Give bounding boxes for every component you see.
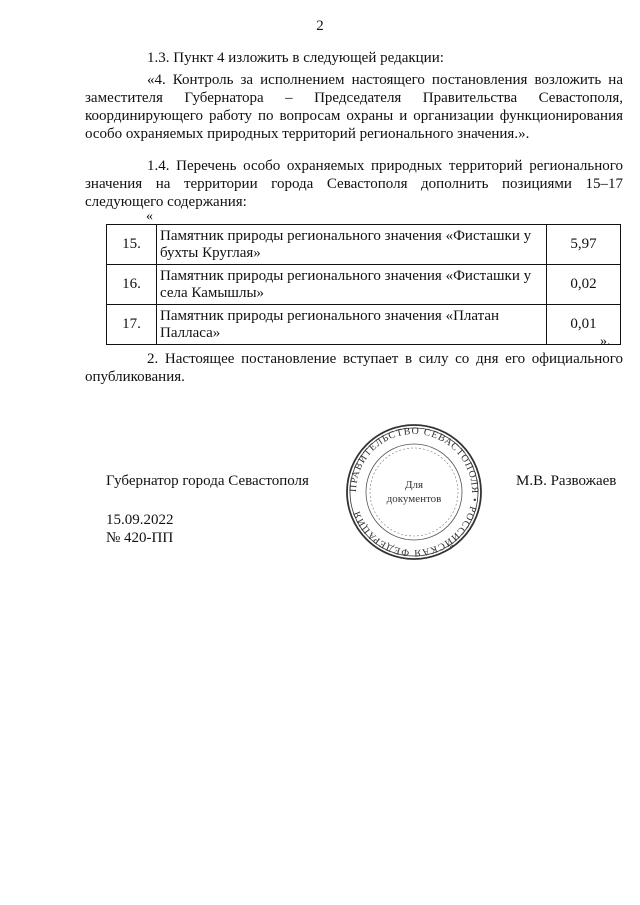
table-row	[107, 265, 621, 305]
document-date: 15.09.2022	[106, 512, 174, 528]
signature-name: М.В. Развожаев	[516, 473, 617, 489]
positions-table	[106, 224, 621, 345]
page-number: 2	[316, 18, 324, 34]
paragraph-1-3: 1.3. Пункт 4 изложить в следующей редакции:	[147, 50, 444, 66]
seal-center-line-2: документов	[386, 493, 442, 505]
paragraph-1-4: 1.4. Перечень особо охраняемых природных территорий регионального значения на территории города Севастополя дополнить позициями 15–17 следующего содержания:	[85, 158, 623, 210]
position-area-value: 5,97	[547, 225, 621, 265]
table-quote-open: «	[146, 209, 153, 224]
seal-outer-text: ПРАВИТЕЛЬСТВО СЕВАСТОПОЛЯ • РОССИЙСКАЯ ФЕДЕРАЦИЯ	[347, 425, 481, 559]
position-number: 16.	[107, 265, 157, 305]
position-name: Памятник природы регионального значения «Фисташки у бухты Круглая»	[157, 225, 547, 265]
table-row	[107, 225, 621, 265]
position-area-value: 0,01	[547, 305, 621, 345]
table-quote-close: ».	[600, 334, 611, 349]
svg-text:ПРАВИТЕЛЬСТВО СЕВАСТОПОЛЯ • РО	[348, 426, 480, 558]
position-name: Памятник природы регионального значения «Фисташки у села Камышлы»	[157, 265, 547, 305]
paragraph-point-4: «4. Контроль за исполнением настоящего постановления возложить на заместителя Губернатора – Председателя Правительства Севастополя, координирующего работу по вопросам охраны и организации функционирования особо охраняемых природных территорий регионального значения.».	[85, 72, 623, 142]
position-name: Памятник природы регионального значения «Платан Палласа»	[157, 305, 547, 345]
official-seal-stamp	[344, 422, 484, 562]
position-area-value: 0,02	[547, 265, 621, 305]
paragraph-2: 2. Настоящее постановление вступает в силу со дня его официального опубликования.	[85, 351, 623, 385]
signature-position: Губернатор города Севастополя	[106, 473, 309, 489]
document-number: № 420-ПП	[106, 530, 174, 546]
table-row	[107, 305, 621, 345]
position-number: 15.	[107, 225, 157, 265]
position-number: 17.	[107, 305, 157, 345]
seal-center-line-1: Для	[404, 479, 424, 491]
